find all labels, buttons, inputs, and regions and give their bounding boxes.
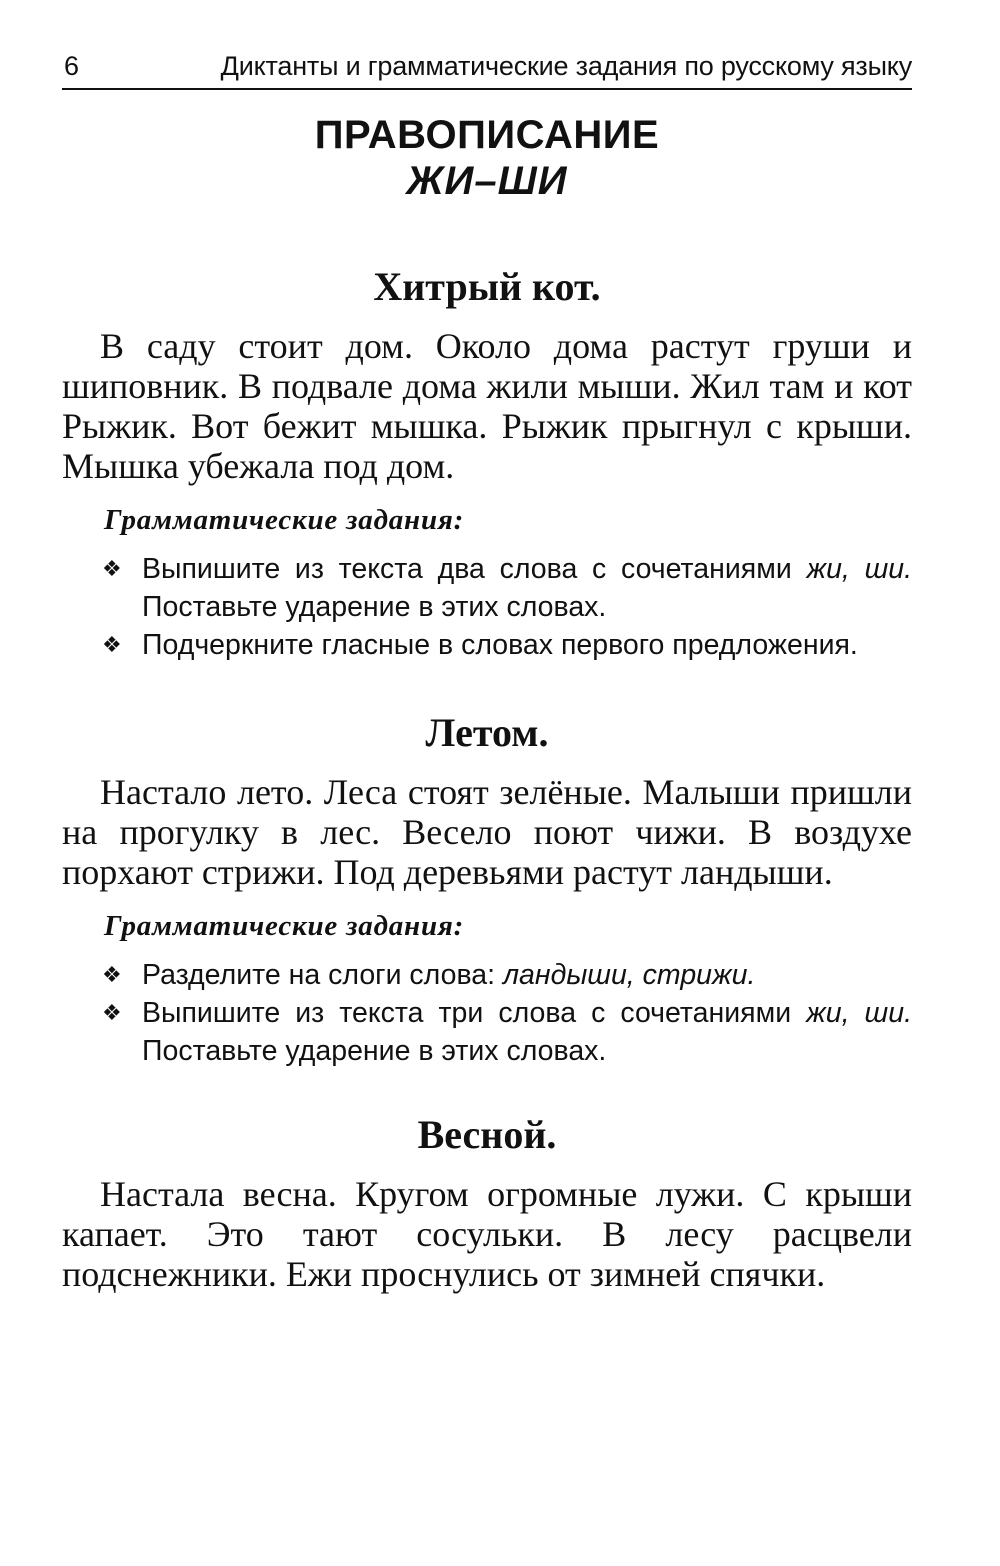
running-header bbox=[62, 48, 912, 90]
dictation-title: Хитрый кот. bbox=[373, 264, 601, 309]
task-list bbox=[62, 956, 912, 1070]
task-list bbox=[62, 550, 912, 664]
dictation-title: Летом. bbox=[425, 710, 549, 755]
diamond-bullet-icon: ❖ bbox=[102, 556, 122, 581]
task-item bbox=[62, 626, 912, 664]
chapter-title: ПРАВОПИСАНИЕ bbox=[314, 113, 660, 157]
diamond-bullet-icon: ❖ bbox=[102, 632, 122, 657]
diamond-bullet-icon: ❖ bbox=[102, 962, 122, 987]
task-item bbox=[62, 956, 912, 994]
diamond-bullet-icon: ❖ bbox=[102, 1000, 122, 1025]
dictation-text: Настала весна. Кругом огромные лужи. С крыши капает. Это тают сосульки. В лесу расцвели подснежники. Ежи проснулись от зимней спячки. bbox=[62, 1174, 912, 1294]
chapter-subtitle: ЖИ–ШИ bbox=[406, 159, 568, 203]
book-page bbox=[62, 48, 912, 1294]
dictation-title: Весной. bbox=[417, 1112, 557, 1157]
dictation-text: Настало лето. Леса стоят зелёные. Малыши пришли на прогулку в лес. Весело поют чижи. В воздухе порхают стрижи. Под деревьями растут ландыши. bbox=[62, 772, 912, 892]
task-text: Подчеркните гласные в словах первого предложения. bbox=[142, 629, 858, 661]
tasks-heading: Грамматические задания: bbox=[104, 504, 465, 536]
dictation-text: В саду стоит дом. Около дома растут груши и шиповник. В подвале дома жили мыши. Жил там и кот Рыжик. Вот бежит мышка. Рыжик прыгнул с крыши. Мышка убежала под дом. bbox=[62, 326, 912, 486]
task-item bbox=[62, 994, 912, 1070]
page-number: 6 bbox=[64, 51, 80, 81]
task-text: Выпишите из текста три слова с сочетаниями жи, ши. Поставьте ударение в этих словах. bbox=[142, 997, 912, 1067]
tasks-heading: Грамматические задания: bbox=[104, 910, 465, 942]
book-title: Диктанты и грамматические задания по русскому языку bbox=[220, 51, 912, 81]
task-item bbox=[62, 550, 912, 626]
task-text: Разделите на слоги слова: ландыши, стрижи. bbox=[142, 959, 756, 991]
task-text: Выпишите из текста два слова с сочетаниями жи, ши. Поставьте ударение в этих словах. bbox=[142, 553, 912, 623]
